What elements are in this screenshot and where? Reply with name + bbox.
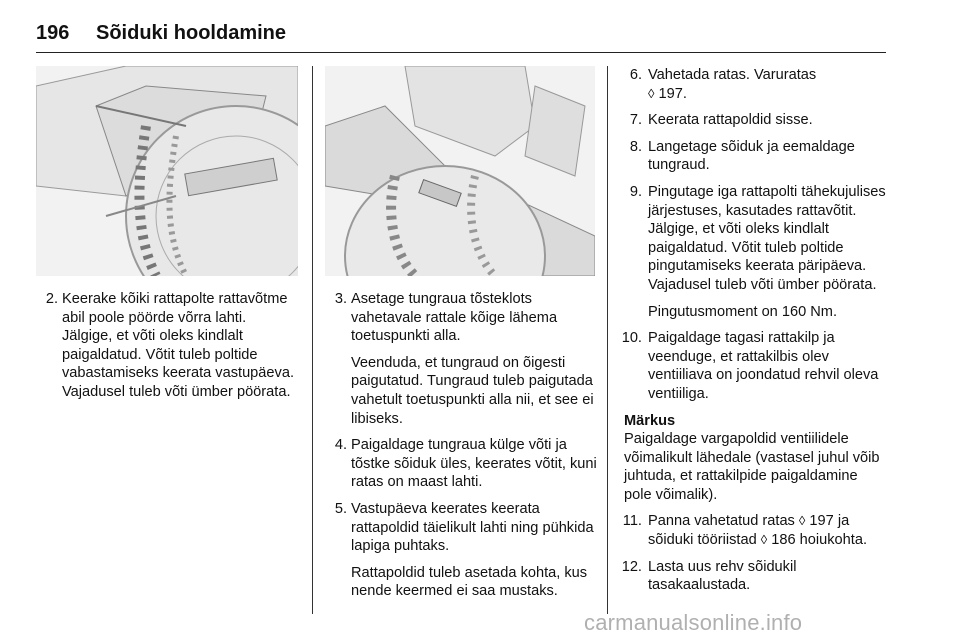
jack-placement-illustration bbox=[325, 66, 595, 276]
page-reference[interactable]: 197 ja sõiduki tööriistad bbox=[648, 513, 850, 549]
watermark: carmanualsonline.info bbox=[584, 610, 803, 635]
step-text: Keerake kõiki rattapolte rattavõtme abil poole pöörde võrra lahti. Jälgige, et võti oleks kindlalt paigaldatud. Võtit tuleb poltide vabastamiseks keerata vastupäeva. Vajadusel tuleb võti ümber pöörata. bbox=[62, 291, 295, 400]
page-number: 196 bbox=[36, 22, 70, 44]
column-2 bbox=[325, 290, 597, 609]
step-7 bbox=[614, 111, 886, 130]
step-6 bbox=[614, 66, 886, 103]
wheel-bolts-illustration bbox=[36, 66, 298, 276]
step-4 bbox=[325, 436, 597, 492]
step-text: Panna vahetatud ratas bbox=[648, 513, 795, 530]
step-number: 9. bbox=[629, 183, 642, 200]
step-11 bbox=[614, 512, 886, 549]
step-8 bbox=[614, 138, 886, 175]
wheel-bolts-drawing bbox=[36, 66, 298, 276]
page-header bbox=[36, 22, 886, 53]
step-number: 12. bbox=[621, 558, 642, 575]
step-number: 11. bbox=[622, 513, 642, 530]
chapter-title: Sõiduki hooldamine bbox=[96, 22, 287, 44]
step-text: Lasta uus rehv sõidukil tasakaalustada. bbox=[648, 558, 797, 594]
page-reference-icon: ◊ bbox=[648, 85, 655, 101]
page-reference[interactable]: 197. bbox=[658, 85, 687, 102]
page-reference[interactable]: 186 hoiukohta. bbox=[771, 532, 868, 549]
step-paragraph: Veenduda, et tungraud on õigesti paigutatud. Tungraud tuleb paigutada vahetult toetuspunkti alla nii, et see ei libiseks. bbox=[351, 354, 594, 427]
column-1 bbox=[36, 290, 298, 410]
page-reference-icon: ◊ bbox=[760, 532, 768, 548]
step-number: 6. bbox=[629, 67, 642, 83]
step-text: Vastupäeva keerates keerata rattapoldid täielikult lahti ning pühkida lapiga puhtaks. bbox=[351, 500, 594, 555]
step-text: Asetage tungraua tõsteklots vahetavale rattale kõige lähema toetuspunkti alla. bbox=[351, 291, 558, 345]
page-reference-icon: ◊ bbox=[798, 513, 806, 529]
step-number: 2. bbox=[45, 291, 58, 307]
column-3 bbox=[614, 66, 886, 603]
step-text: Vahetada ratas. Varuratas bbox=[648, 67, 817, 83]
step-10 bbox=[614, 329, 886, 403]
step-number: 10. bbox=[621, 330, 642, 347]
step-number: 7. bbox=[629, 112, 642, 129]
note-title: Märkus bbox=[624, 412, 676, 429]
step-2 bbox=[36, 290, 298, 402]
step-5 bbox=[325, 500, 597, 601]
step-text: Paigaldage tungraua külge võti ja tõstke sõiduk üles, keerates võtit, kuni ratas on maast lahti. bbox=[351, 437, 597, 491]
step-paragraph: Pingutusmoment on 160 Nm. bbox=[648, 303, 838, 320]
step-text: Pingutage iga rattapolti tähekujulises järjestuses, kasutades rattavõtit. Jälgige, et võti oleks kindlalt paigaldatud. Võtit tuleb poltide pingutamiseks keerata päripäeva. Vajadusel tuleb võti ümber pöörata. bbox=[648, 183, 886, 293]
jack-placement-drawing bbox=[325, 66, 595, 276]
column-divider-2 bbox=[607, 66, 608, 614]
step-number: 8. bbox=[629, 138, 642, 155]
step-9 bbox=[614, 183, 886, 321]
step-text: Keerata rattapoldid sisse. bbox=[648, 112, 813, 129]
step-paragraph: Rattapoldid tuleb asetada kohta, kus nende keermed ei saa mustaks. bbox=[351, 564, 588, 600]
step-number: 3. bbox=[334, 291, 347, 307]
step-text: Paigaldage tagasi rattakilp ja veenduge, et rattakilbis olev ventiiliava on joondatud rehvil oleva ventiiliga. bbox=[648, 330, 879, 402]
column-divider-1 bbox=[312, 66, 313, 614]
step-number: 4. bbox=[334, 437, 347, 454]
step-3 bbox=[325, 290, 597, 428]
note-text: Paigaldage vargapoldid ventiilidele võimalikult lähedale (vastasel juhul võib juhtuda, et rattakilpide paigaldamine pole võimalik). bbox=[624, 431, 880, 503]
step-12 bbox=[614, 558, 886, 595]
step-text: Langetage sõiduk ja eemaldage tungraud. bbox=[648, 138, 855, 174]
step-number: 5. bbox=[334, 500, 347, 517]
